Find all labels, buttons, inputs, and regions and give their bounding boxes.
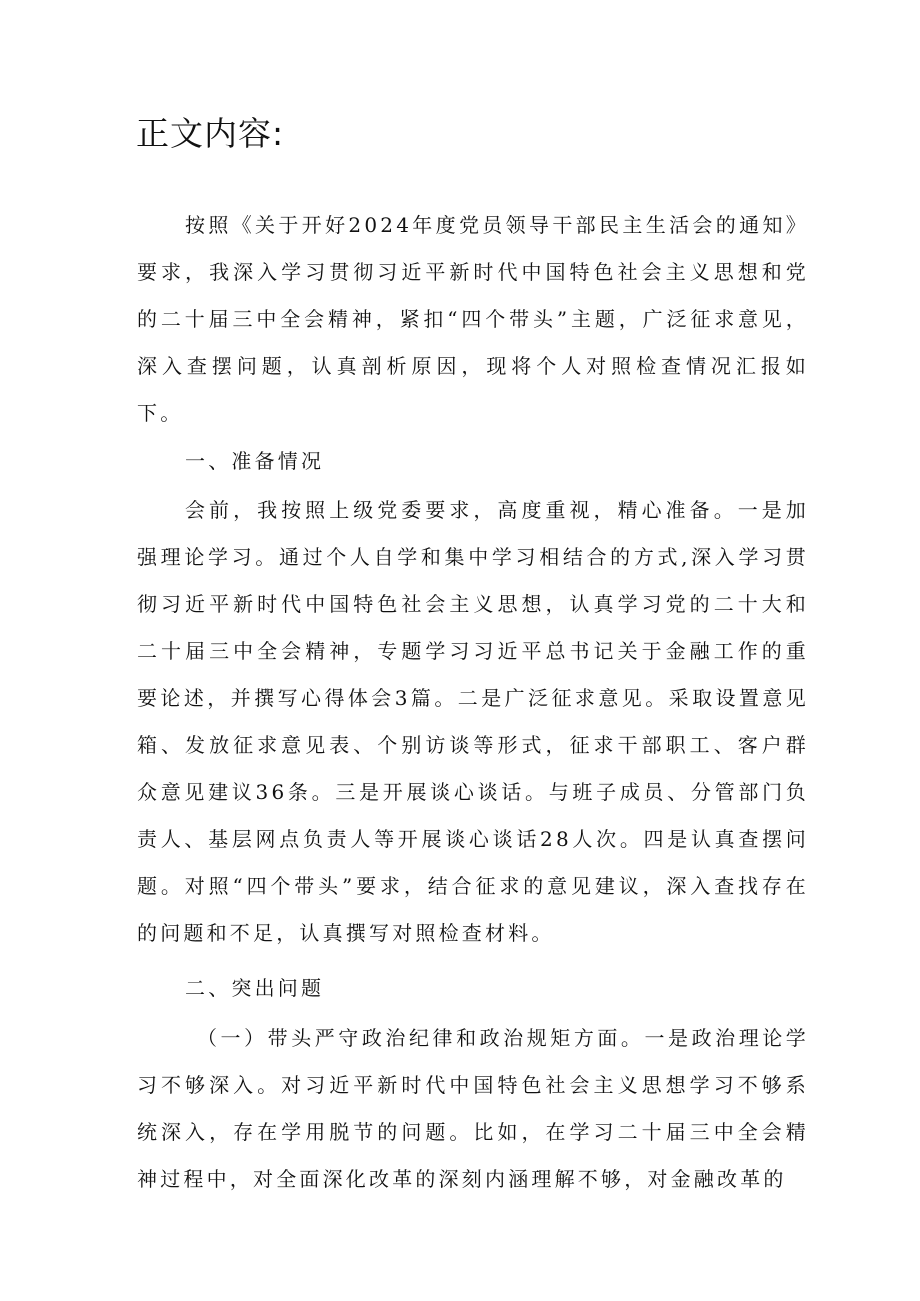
- preparation-paragraph: 会前，我按照上级党委要求，高度重视，精心准备。一是加强理论学习。通过个人自学和集中学习相结合的方式,深入学习贯彻习近平新时代中国特色社会主义思想，认真学习党的二十大和二十届三中全会精神，专题学习习近平总书记关于金融工作的重要论述，并撰写心得体会3篇。二是广泛征求意见。采取设置意见箱、发放征求意见表、个别访谈等形式，征求干部职工、客户群众意见建议36条。三是开展谈心谈话。与班子成员、分管部门负责人、基层网点负责人等开展谈心谈话28人次。四是认真查摆问题。对照“四个带头”要求，结合征求的意见建议，深入查找存在的问题和不足，认真撰写对照检查材料。: [137, 498, 809, 945]
- section-heading-problems: 二、突出问题: [185, 976, 325, 1000]
- problem-one-paragraph: （一）带头严守政治纪律和政治规矩方面。一是政治理论学习不够深入。对习近平新时代中国特色社会主义思想学习不够系统深入，存在学用脱节的问题。比如，在学习二十届三中全会精神过程中，对全面深化改革的深刻内涵理解不够，对金融改革的: [137, 1026, 809, 1191]
- section-heading-preparation: 一、准备情况: [185, 449, 325, 473]
- document-body: [137, 202, 809, 1203]
- intro-paragraph: 按照《关于开好2024年度党员领导干部民主生活会的通知》要求，我深入学习贯彻习近平新时代中国特色社会主义思想和党的二十届三中全会精神，紧扣“四个带头”主题，广泛征求意见，深入查摆问题，认真剖析原因，现将个人对照检查情况汇报如下。: [137, 213, 809, 425]
- page-title: 正文内容:: [136, 114, 285, 153]
